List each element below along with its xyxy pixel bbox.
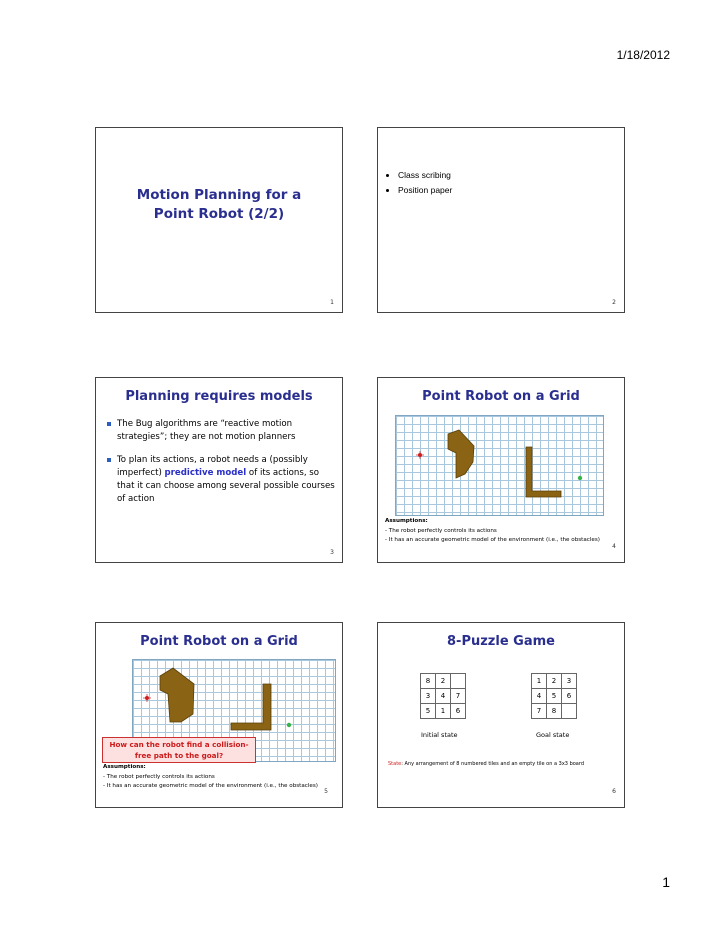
slide-1-title-line2: Point Robot (2/2) — [153, 206, 285, 222]
page-number: 1 — [662, 874, 670, 890]
table-row — [532, 689, 577, 704]
slide-3-bullets — [107, 418, 335, 516]
slide-3-bullet-1 — [107, 418, 335, 444]
slide-4-assumption-1: - The robot perfectly controls its actions — [385, 527, 497, 534]
slide-4-robot-dot — [418, 453, 422, 457]
slide-3-bullet-2 — [107, 454, 335, 506]
slide-2-bullet-1: • Class scribing — [398, 170, 452, 180]
slide-2-bullet-2: • Position paper — [398, 185, 452, 195]
tile: 2 — [436, 674, 451, 689]
tile: 2 — [547, 674, 562, 689]
slide-4-obstacle-right — [526, 447, 561, 497]
slide-4-goal — [578, 476, 582, 480]
slide-4-assumptions-label: Assumptions: — [385, 518, 428, 524]
slide-4-number: 4 — [612, 543, 616, 550]
slide-4-obstacle-left — [448, 430, 474, 478]
slide-4-assumption-2: - It has an accurate geometric model of the environment (i.e., the obstacles) — [385, 537, 600, 543]
slide-5-question: How can the robot find a collision-free path to the goal? — [102, 737, 256, 763]
slide-5-assumptions-label: Assumptions: — [103, 764, 146, 770]
slide-5-goal — [287, 723, 291, 727]
tile: 3 — [562, 674, 577, 689]
slide-2-bullets — [378, 170, 452, 200]
slide-4-grid — [395, 415, 604, 516]
slide-2 — [377, 127, 625, 313]
slide-4 — [377, 377, 625, 563]
tile: 1 — [436, 704, 451, 719]
slide-3-bullet-1-text: The Bug algorithms are “reactive motion strategies”; they are not motion planners — [117, 419, 296, 442]
slide-6-number: 6 — [612, 788, 616, 795]
slide-3-number: 3 — [330, 549, 334, 556]
slide-3-bullet-2-highlight: predictive model — [164, 468, 247, 478]
header-date: 1/18/2012 — [616, 48, 670, 62]
slide-2-number: 2 — [612, 299, 616, 306]
slide-4-title: Point Robot on a Grid — [422, 389, 580, 404]
slide-6 — [377, 622, 625, 808]
tile: 8 — [547, 704, 562, 719]
slide-5-robot-dot — [145, 696, 149, 700]
slide-5-obstacle-right — [231, 684, 271, 730]
slide-5-obstacle-left — [160, 668, 194, 722]
slide-1-title-line1: Motion Planning for a — [136, 187, 302, 203]
state-definition — [388, 761, 620, 767]
slide-1-number: 1 — [330, 299, 334, 306]
slide-5-assumption-1: - The robot perfectly controls its actions — [103, 773, 215, 780]
table-row — [421, 704, 466, 719]
tile: 7 — [532, 704, 547, 719]
slide-5-title: Point Robot on a Grid — [140, 634, 298, 649]
state-definition-label: State — [388, 761, 402, 767]
table-row — [421, 674, 466, 689]
initial-state-label: Initial state — [421, 731, 458, 739]
slide-1-title — [96, 186, 342, 224]
slide-4-assumptions — [385, 518, 613, 545]
state-definition-text: : Any arrangement of 8 numbered tiles and an empty tile on a 3x3 board — [401, 761, 585, 767]
tile: 7 — [451, 689, 466, 704]
slide-5-number: 5 — [324, 788, 328, 795]
tile — [451, 674, 466, 689]
tile: 6 — [562, 689, 577, 704]
slide-1 — [95, 127, 343, 313]
table-row — [532, 704, 577, 719]
slide-3-bullet-2-post: of its actions, so that it can choose among several possible courses of action — [117, 468, 335, 504]
slide-5-assumptions — [103, 764, 333, 791]
tile: 4 — [436, 689, 451, 704]
goal-state-board — [531, 673, 577, 719]
tile: 4 — [532, 689, 547, 704]
tile: 5 — [421, 704, 436, 719]
slide-3-bullet-2-pre: To plan its actions, a robot needs a (possibly imperfect) — [117, 455, 308, 478]
tile: 5 — [547, 689, 562, 704]
slide-3 — [95, 377, 343, 563]
slide-5-assumption-2: - It has an accurate geometric model of the environment (i.e., the obstacles) — [103, 783, 318, 789]
slide-4-scene — [396, 416, 603, 515]
tile: 6 — [451, 704, 466, 719]
table-row — [532, 674, 577, 689]
slide-6-title: 8-Puzzle Game — [447, 634, 555, 649]
goal-state-label: Goal state — [536, 731, 570, 739]
slide-3-title: Planning requires models — [125, 389, 313, 404]
tile — [562, 704, 577, 719]
table-row — [421, 689, 466, 704]
tile: 8 — [421, 674, 436, 689]
tile: 1 — [532, 674, 547, 689]
slide-5 — [95, 622, 343, 808]
tile: 3 — [421, 689, 436, 704]
initial-state-board — [420, 673, 466, 719]
